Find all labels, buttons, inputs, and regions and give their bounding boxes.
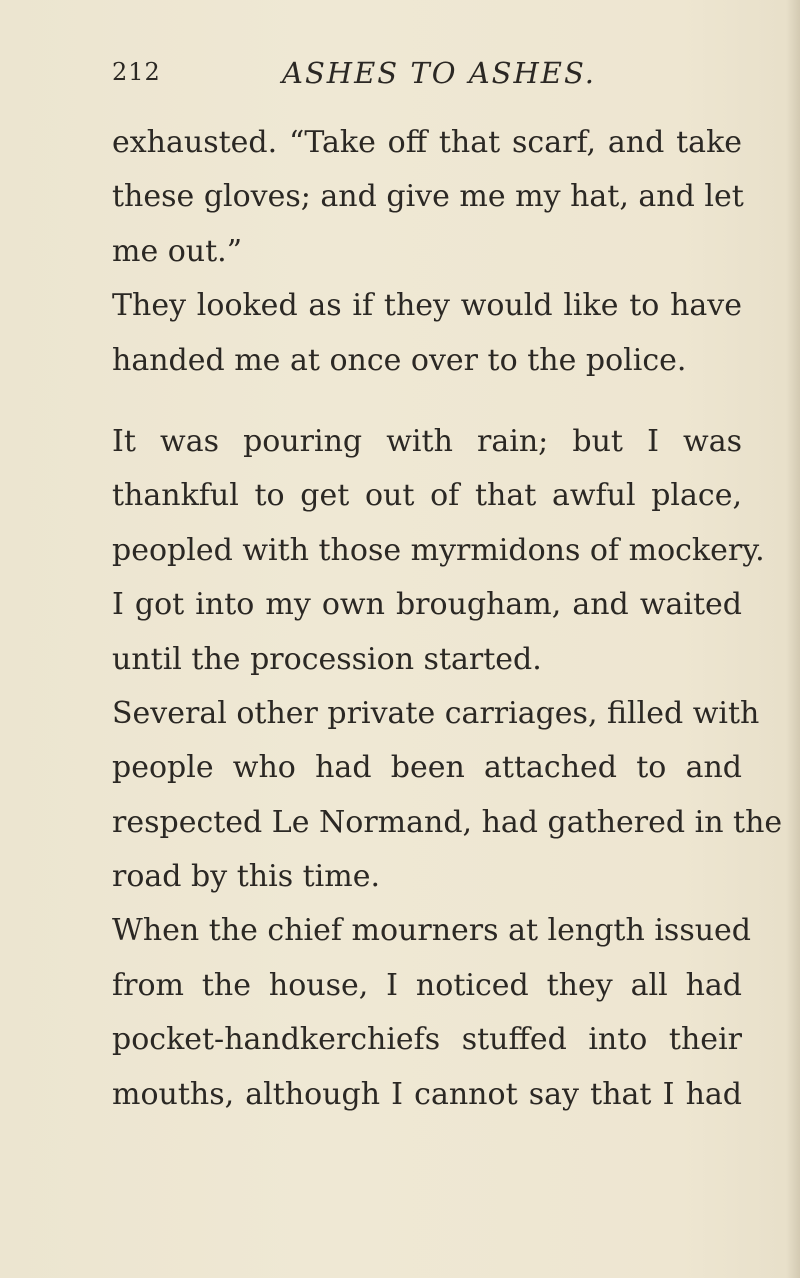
- text-line: I got into my own brougham, and waited: [112, 587, 742, 623]
- text-line: It was pouring with rain; but I was: [112, 423, 742, 459]
- text-line: people who had been attached to and: [112, 750, 742, 786]
- page-number: 212: [112, 58, 161, 86]
- text-line: exhausted. “Take off that scarf, and take: [112, 125, 742, 160]
- page-edge-shadow: [786, 0, 800, 1278]
- text-line: They looked as if they would like to have: [112, 288, 742, 324]
- text-line: thankful to get out of that awful place,: [112, 478, 742, 514]
- text-line: respected Le Normand, had gathered in the: [112, 804, 783, 840]
- paragraph-gap: [112, 388, 742, 415]
- text-line: from the house, I noticed they all had: [112, 967, 742, 1003]
- text-line: mouths, although I cannot say that I had: [112, 1076, 742, 1112]
- running-head: ASHES TO ASHES.: [282, 56, 597, 90]
- text-line: these gloves; and give me my hat, and let: [112, 179, 744, 215]
- text-line: handed me at once over to the police.: [112, 342, 687, 378]
- body-text: [112, 116, 783, 1122]
- text-line: me out.”: [112, 233, 243, 269]
- text-line: Several other private carriages, filled with: [112, 695, 760, 731]
- text-line: road by this time.: [112, 859, 381, 895]
- text-line: peopled with those myrmidons of mockery.: [112, 532, 765, 568]
- text-line: pocket-handkerchiefs stuffed into their: [112, 1022, 742, 1058]
- page-header: [112, 56, 597, 96]
- text-line: When the chief mourners at length issued: [112, 913, 751, 949]
- text-line: until the procession started.: [112, 641, 542, 677]
